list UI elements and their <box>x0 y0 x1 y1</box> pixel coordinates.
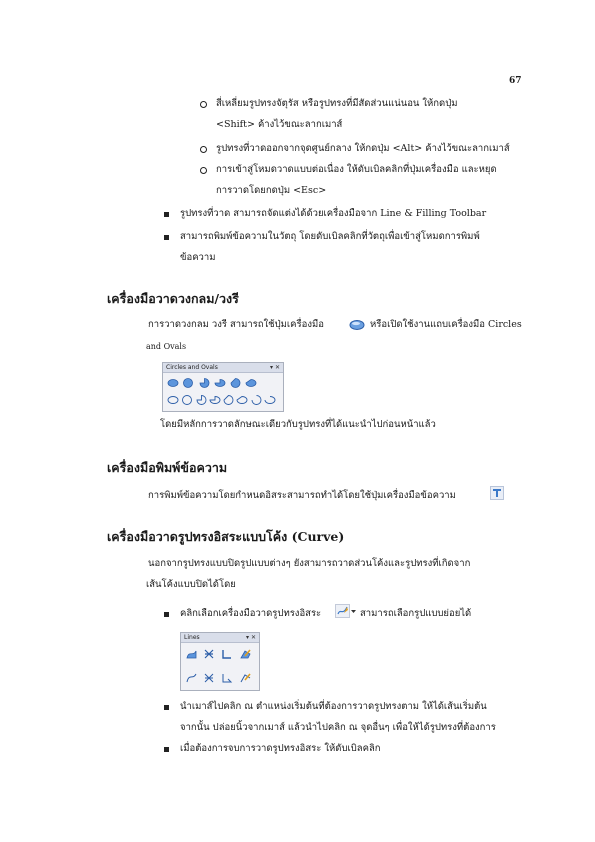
paragraph-text: การพิมพ์ข้อความโดยกำหนดอิสระสามารถทำได้โดยใช้ปุ่มเครื่องมือข้อความ <box>148 490 456 501</box>
section-heading: เครื่องมือวาดวงกลม/วงรี <box>107 291 239 306</box>
polygon-icon <box>205 674 213 682</box>
lines-tools-grid <box>185 648 255 686</box>
filled-pie-icon <box>200 379 209 388</box>
bullet-marker <box>164 212 169 217</box>
bullet-text: เมื่อต้องการจบการวาดรูปทรงอิสระ ให้ดับเบิลคลิก <box>180 743 381 754</box>
sub-bullet-marker <box>200 146 207 153</box>
sub-bullet-marker <box>200 167 207 174</box>
filled-shapes-row <box>167 377 279 389</box>
text-tool-icon <box>490 486 504 500</box>
filled-segment-icon <box>231 379 240 388</box>
bullet-text: จากนั้น ปล่อยนิ้วจากเมาส์ แล้วนำไปคลิก ณ จุดอื่นๆ เพื่อให้ได้รูปทรงที่ต้องการ <box>180 722 496 733</box>
toolbar-close-icon[interactable]: ✕ <box>250 634 256 641</box>
lines-toolbar <box>180 632 260 691</box>
polygon-45-icon <box>223 674 231 682</box>
sub-bullet-text: สี่เหลี่ยมรูปทรงจัตุรัส หรือรูปทรงที่มีสัดส่วนแน่นอน ให้กดปุ่ม <box>216 98 458 109</box>
paragraph-text: หรือเปิดใช้งานแถบเครื่องมือ Circles <box>370 319 522 330</box>
paragraph-text: เส้นโค้งแบบปิดได้โดย <box>146 579 236 590</box>
bullet-marker <box>164 235 169 240</box>
section-heading: เครื่องมือพิมพ์ข้อความ <box>107 460 228 475</box>
outline-shapes-row <box>167 394 279 406</box>
bullet-text: สามารถพิมพ์ข้อความในวัตถุ โดยดับเบิลคลิกที่วัตถุเพื่อเข้าสู่โหมดการพิมพ์ <box>180 231 480 242</box>
filled-ellipse-segment-icon <box>246 380 256 387</box>
bullet-marker <box>164 612 169 617</box>
toolbar-menu-arrow-icon[interactable]: ▾ <box>245 634 249 641</box>
bullet-text: ข้อความ <box>180 252 216 263</box>
toolbar-title: Lines <box>181 633 259 643</box>
sub-bullet-marker <box>200 101 207 108</box>
filled-ellipse-icon <box>168 380 178 387</box>
section-heading: เครื่องมือวาดรูปทรงอิสระแบบโค้ง (Curve) <box>107 529 345 544</box>
filled-curve-icon <box>187 651 196 658</box>
paragraph-text: นอกจากรูปทรงแบบปิดรูปแบบต่างๆ ยังสามารถวาดส่วนโค้งและรูปทรงที่เกิดจาก <box>148 558 471 569</box>
sub-bullet-text: การวาดโดยกดปุ่ม <Esc> <box>216 185 327 196</box>
sub-bullet-text: <Shift> ค้างไว้ขณะลากเมาส์ <box>216 119 343 130</box>
bullet-text: รูปทรงที่วาด สามารถจัดแต่งได้ด้วยเครื่องมือจาก Line & Filling Toolbar <box>180 208 487 219</box>
toolbar-menu-arrow-icon[interactable]: ▾ <box>269 364 273 371</box>
toolbar-close-icon[interactable]: ✕ <box>274 364 280 371</box>
filled-ellipse-pie-icon <box>215 380 225 387</box>
sub-bullet-text: รูปทรงที่วาดออกจากจุดศูนย์กลาง ให้กดปุ่ม <Alt> ค้างไว้ขณะลากเมาส์ <box>216 143 510 154</box>
bullet-text: คลิกเลือกเครื่องมือวาดรูปทรงอิสระ <box>180 608 322 619</box>
sub-bullet-text: การเข้าสู่โหมดวาดแบบต่อเนื่อง ให้ดับเบิลคลิกที่ปุ่มเครื่องมือ และหยุด <box>216 164 497 175</box>
filled-polygon-icon <box>205 650 213 658</box>
circles-ovals-toolbar <box>162 362 284 412</box>
ellipse-tool-icon <box>349 319 365 331</box>
bullet-marker <box>164 747 169 752</box>
bullet-marker <box>164 705 169 710</box>
bullet-text: นำเมาส์ไปคลิก ณ ตำแหน่งเริ่มต้นที่ต้องการวาดรูปทรงตาม ให้ได้เส้นเริ่มต้น <box>180 701 487 712</box>
paragraph-text: การวาดวงกลม วงรี สามารถใช้ปุ่มเครื่องมือ <box>148 319 324 330</box>
toolbar-title: Circles and Ovals <box>163 363 283 373</box>
paragraph-text: โดยมีหลักการวาดลักษณะเดียวกับรูปทรงที่ได้แนะนำไปก่อนหน้าแล้ว <box>160 419 436 430</box>
page-number: 67 <box>509 76 522 86</box>
freeform-line-tool-icon <box>335 604 357 618</box>
paragraph-text: and Ovals <box>146 342 187 351</box>
curve-icon <box>187 674 196 682</box>
filled-circle-icon <box>184 379 193 388</box>
filled-polygon-45-icon <box>223 650 231 658</box>
bullet-text: สามารถเลือกรูปแบบย่อยได้ <box>360 608 472 619</box>
